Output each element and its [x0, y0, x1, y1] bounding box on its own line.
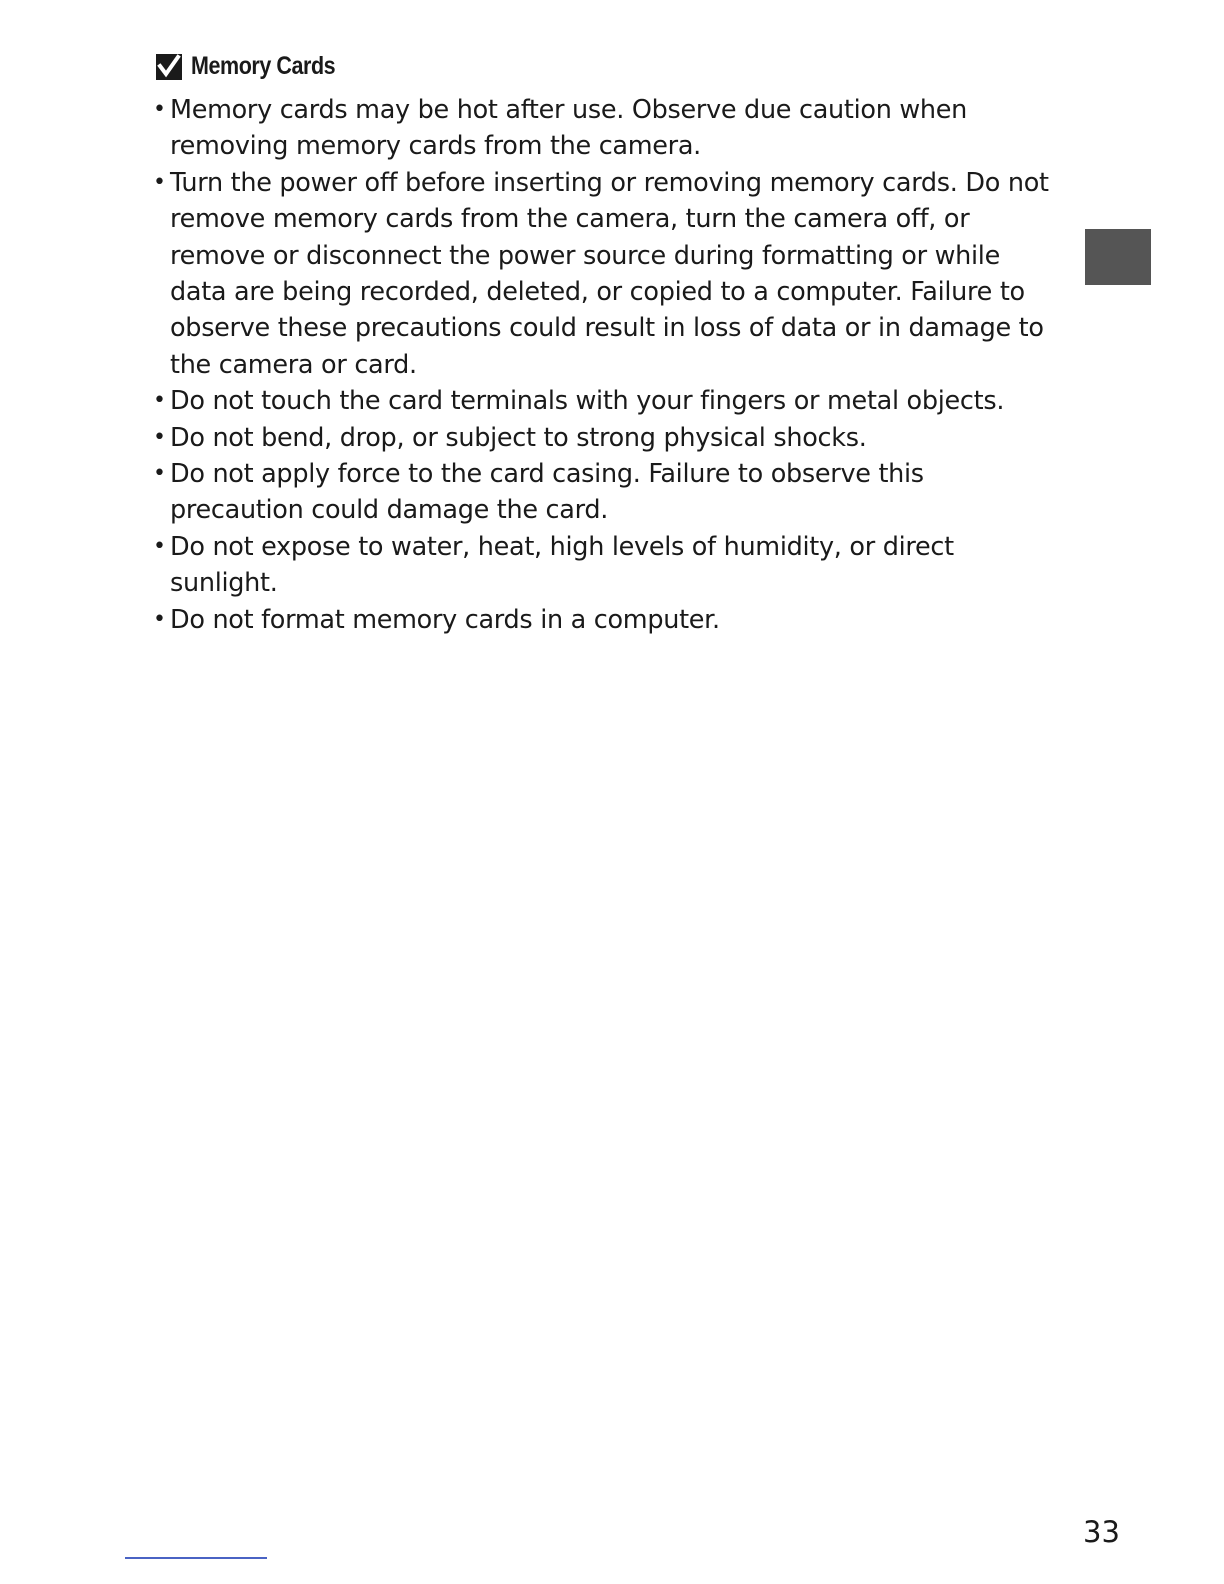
list-item — [153, 529, 1053, 602]
list-item — [153, 383, 1053, 419]
list-item-text: Do not bend, drop, or subject to strong physical shocks. — [170, 422, 867, 453]
bullet: • — [153, 169, 166, 195]
bullet: • — [153, 97, 166, 122]
list-item — [153, 165, 1053, 383]
list-item-text: Do not format memory cards in a computer. — [170, 604, 720, 635]
list-item — [153, 602, 1053, 638]
list-item-text: Do not expose to water, heat, high levels of humidity, or direct sunlight. — [170, 531, 954, 599]
page-number: 33 — [1083, 1515, 1120, 1549]
list-item-text: Do not touch the card terminals with your fingers or metal objects. — [170, 386, 1005, 417]
bullet: • — [153, 461, 166, 487]
section-heading — [155, 52, 359, 81]
list-item-text: Do not apply force to the card casing. Failure to observe this precaution could damage the card. — [170, 459, 924, 526]
list-item — [153, 420, 1053, 456]
footer-link-underline[interactable] — [125, 1557, 267, 1559]
section-title: Memory Cards — [191, 52, 336, 80]
list-item — [153, 92, 1053, 165]
bullet: • — [153, 388, 166, 414]
bullet: • — [153, 424, 166, 450]
precaution-list — [153, 92, 1053, 638]
bullet: • — [153, 606, 166, 632]
chapter-tab-marker — [1085, 229, 1151, 285]
check-icon — [155, 53, 183, 81]
list-item-text: Memory cards may be hot after use. Observe due caution when removing memory cards from the camera. — [170, 95, 968, 162]
bullet: • — [153, 533, 166, 559]
list-item — [153, 456, 1053, 529]
list-item-text: Turn the power off before inserting or removing memory cards. Do not remove memory cards from the camera, turn the camera off, or remove or disconnect the power source during formatting or while data are being recorded, deleted, or copied to a computer. Failure to observe these precautions could result in loss of data or in damage to the camera or card. — [170, 167, 1049, 380]
